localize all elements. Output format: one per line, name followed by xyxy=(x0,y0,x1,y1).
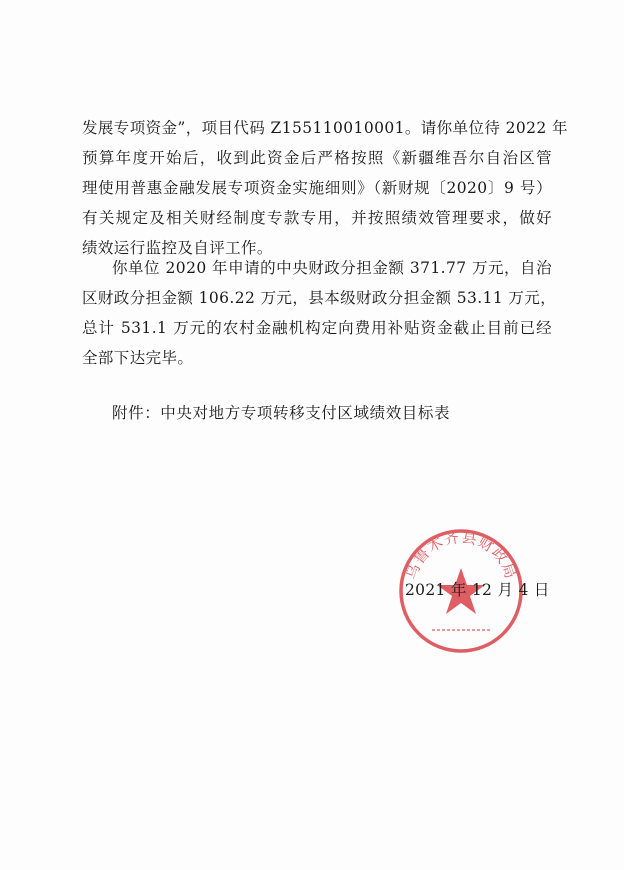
paragraph-line: 全部下达完毕。 xyxy=(82,349,194,367)
paragraph-line: 有关规定及相关财经制度专款专用，并按照绩效管理要求，做好 xyxy=(82,209,552,227)
paragraph-fund-usage xyxy=(82,113,568,263)
document-date: 2021 年 12 月 4 日 xyxy=(405,581,550,599)
seal-text: 乌鲁木齐县财政局 xyxy=(401,527,521,582)
paragraph-line: 发展专项资金”，项目代码 Z155110010001。请你单位待 2022 年 xyxy=(82,119,568,137)
attachment-line: 附件：中央对地方专项转移支付区域绩效目标表 xyxy=(112,404,451,422)
paragraph-line: 总计 531.1 万元的农村金融机构定向费用补贴资金截止目前已经 xyxy=(82,319,552,337)
paragraph-line: 绩效运行监控及自评工作。 xyxy=(82,239,273,257)
paragraph-fund-amounts xyxy=(82,253,557,373)
paragraph-line: 预算年度开始后，收到此资金后严格按照《新疆维吾尔自治区管 xyxy=(82,149,552,167)
paragraph-line: 理使用普惠金融发展专项资金实施细则》（新财规〔2020〕9 号） xyxy=(82,179,552,197)
paragraph-line: 你单位 2020 年申请的中央财政分担金额 371.77 万元，自治 xyxy=(112,259,552,277)
paragraph-line: 区财政分担金额 106.22 万元，县本级财政分担金额 53.11 万元， xyxy=(82,289,557,307)
